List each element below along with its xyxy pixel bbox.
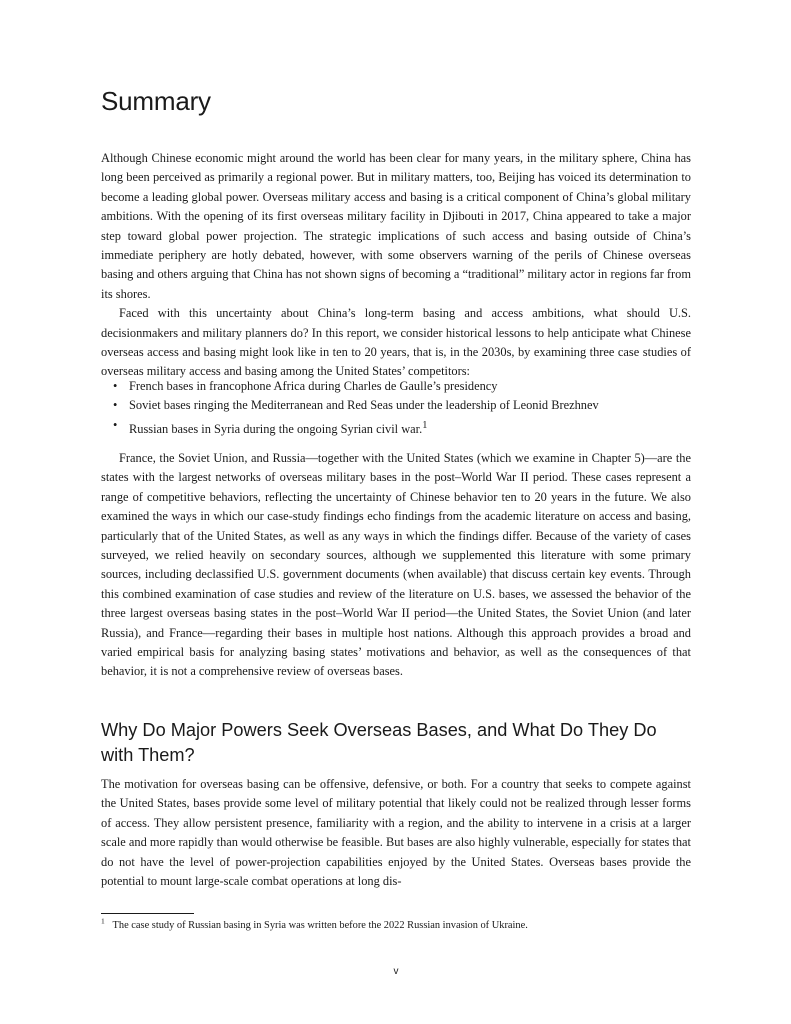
intro-paragraph-1: Although Chinese economic might around the world has been clear for many years, in the military sphere, China has long been perceived as primarily a regional power. But in military matters, too, Beijing has voiced its determination to become a leading global power. Overseas military access and basing is a critical component of China’s global military ambitions. With the opening of its first overseas military facility in Djibouti in 2017, China appeared to take a major step toward global power projection. The strategic implications of such access and basing outside of China’s immediate periphery are hotly debated, however, with some observers warning of the perils of Chinese overseas basing and others arguing that China has not shown signs of becoming a “traditional” military actor in regions far from its shores. xyxy=(101,151,691,301)
footnote-reference[interactable]: 1 xyxy=(422,419,428,431)
intro-paragraph-2: Faced with this uncertainty about China’s long-term basing and access ambitions, what should U.S. decisionmakers and military planners do? In this report, we consider historical lessons to help anticipate what Chinese overseas access and basing might look like in ten to 20 years, that is, in the 2030s, by examining three case studies of overseas military access and basing among the United States’ competitors: xyxy=(101,306,691,379)
footnote-number: 1 xyxy=(101,916,105,926)
states-paragraph: France, the Soviet Union, and Russia—together with the United States (which we examine in Chapter 5)—are the states with the largest networks of overseas military bases in the post–World War II period. These cases represent a range of competitive behaviors, reflecting the uncertainty of Chinese behavior ten to 20 years in the future. We also examined the ways in which our case-study findings echo findings from the academic literature on access and basing, particularly that of the United States, as well as any ways in which the findings differ. Because of the variety of cases surveyed, we relied heavily on secondary sources, although we supplemented this literature with some primary sources, including declassified U.S. government documents (when available) that discuss certain key events. Through this combined examination of case studies and review of the literature on U.S. bases, we assessed the behavior of the three largest overseas basing states in the post–World War II period—the United States, the Soviet Union (and later Russia), and France—regarding their bases in multiple host nations. Although this approach provides a broad and varied empirical basis for analyzing basing states’ motivations and behavior, as well as the consequences of that behavior, it is not a comprehensive review of overseas bases. xyxy=(101,451,691,679)
motivation-section xyxy=(101,775,691,891)
page-title: Summary xyxy=(101,86,211,116)
motivation-paragraph: The motivation for overseas basing can be offensive, defensive, or both. For a country that seeks to compete against the United States, bases provide some level of military potential that likely could not be realized through lesser forms of access. They allow persistent presence, familiarity with a region, and the ability to intervene in a crisis at a larger scale and more rapidly than would otherwise be feasible. But bases are also highly vulnerable, especially for states that do not have the level of power-projection capabilities enjoyed by the United States. Overseas bases provide the potential to mount large-scale combat operations at long dis- xyxy=(101,777,691,889)
page-number: v xyxy=(393,966,399,977)
footnote-divider xyxy=(101,913,194,914)
list-item: • Russian bases in Syria during the ongoing Syrian civil war.$^1$ xyxy=(111,416,691,440)
footnote xyxy=(101,916,691,933)
list-item: • Soviet bases ringing the Mediterranean and Red Seas under the leadership of Leonid Brezhnev xyxy=(111,396,691,415)
section-heading: Why Do Major Powers Seek Overseas Bases, and What Do They Do with Them? xyxy=(101,720,657,765)
list-item: • French bases in francophone Africa during Charles de Gaulle’s presidency xyxy=(111,377,691,396)
states-section xyxy=(101,449,691,682)
case-study-list xyxy=(111,377,691,439)
intro-section xyxy=(101,149,691,382)
footnote-text: The case study of Russian basing in Syria was written before the 2022 Russian invasion of Ukraine. xyxy=(112,920,528,931)
